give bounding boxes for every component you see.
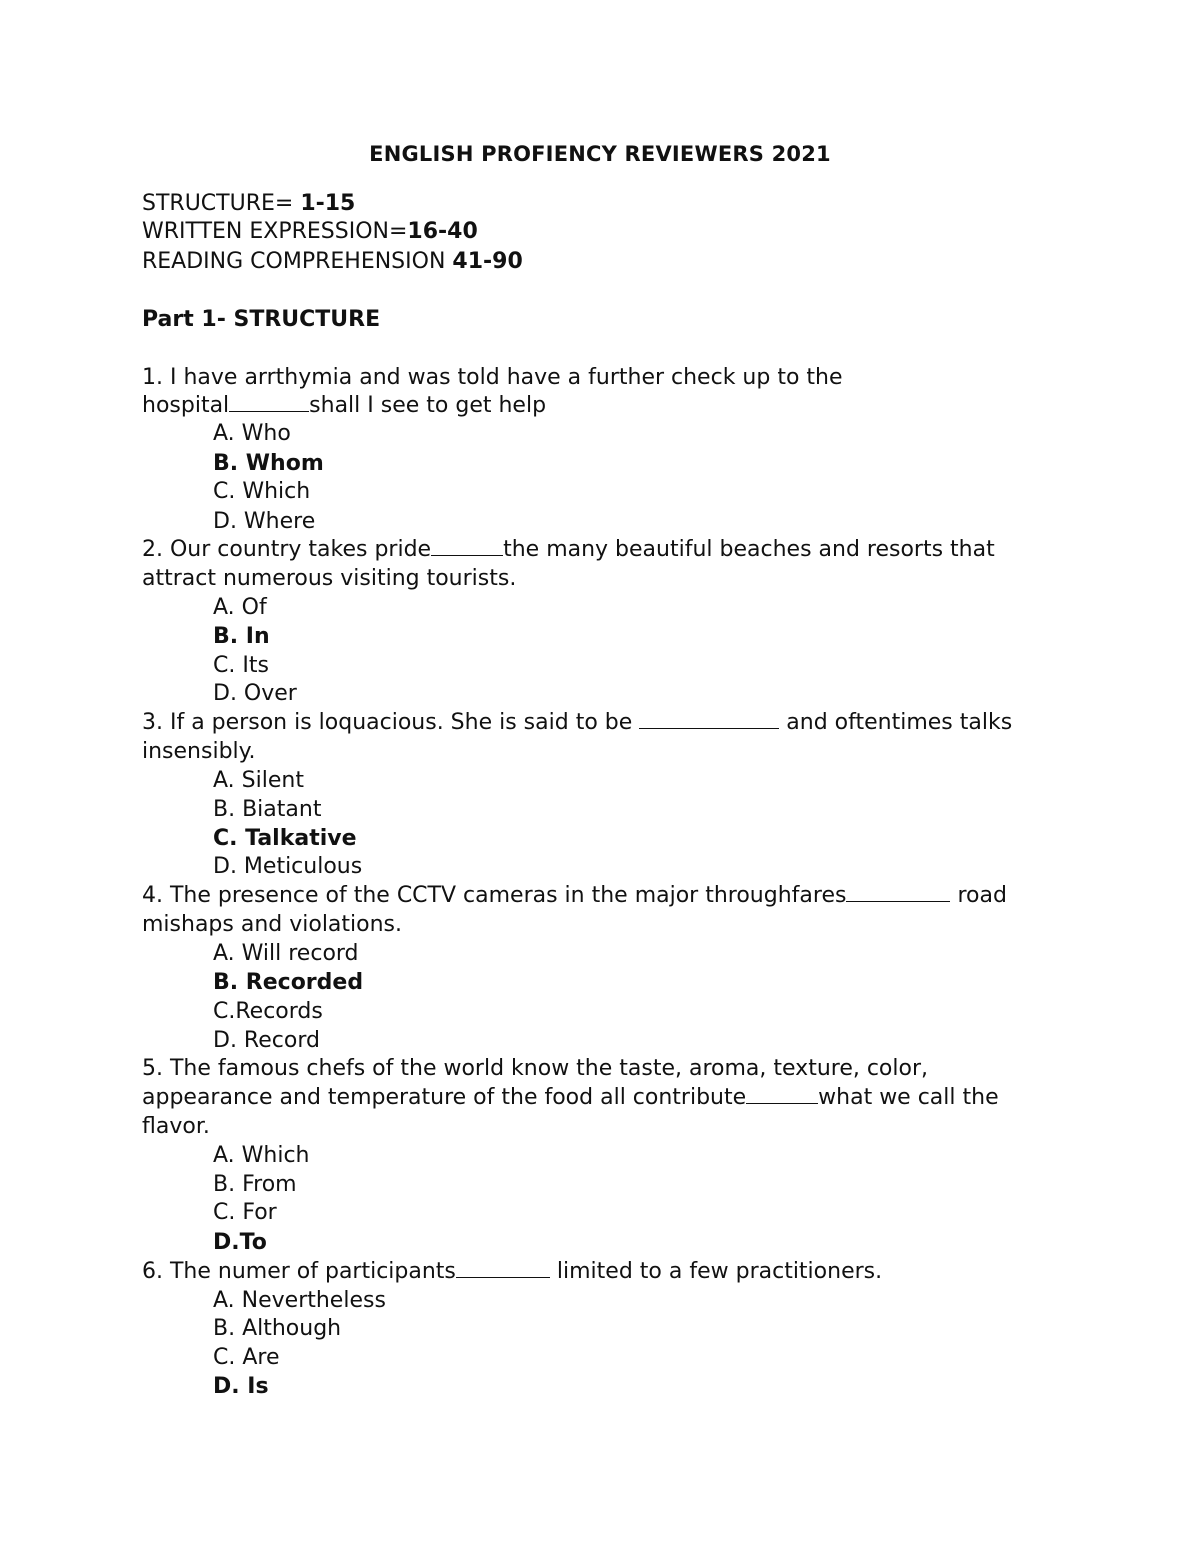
option-2d: D. Over — [213, 681, 297, 706]
option-6d: D. Is — [213, 1374, 269, 1399]
option-4b: B. Recorded — [213, 970, 364, 995]
option-2b: B. In — [213, 624, 270, 649]
part-heading: Part 1- STRUCTURE — [142, 307, 381, 332]
question-4-line-1: 4. The presence of the CCTV cameras in the major throughfares road — [142, 883, 1007, 908]
option-1b: B. Whom — [213, 451, 324, 476]
option-3d: D. Meticulous — [213, 854, 363, 879]
question-3-line-2: insensibly. — [142, 739, 256, 764]
option-2c: C. Its — [213, 653, 269, 678]
question-2-line-2: attract numerous visiting tourists. — [142, 566, 517, 591]
answer-blank — [846, 882, 950, 902]
document-title: ENGLISH PROFIENCY REVIEWERS 2021 — [369, 142, 831, 166]
option-3a: A. Silent — [213, 768, 304, 793]
answer-blank — [431, 536, 503, 556]
question-5-line-1: 5. The famous chefs of the world know the taste, aroma, texture, color, — [142, 1056, 929, 1081]
question-2-line-1: 2. Our country takes pride the many beautiful beaches and resorts that — [142, 537, 995, 562]
section-written-expression: WRITTEN EXPRESSION=16-40 — [142, 219, 478, 244]
option-1c: C. Which — [213, 479, 311, 504]
question-5-line-3: flavor. — [142, 1114, 210, 1139]
section-structure: STRUCTURE= 1-15 — [142, 191, 356, 216]
question-1-line-2: hospital shall I see to get help — [142, 393, 547, 418]
option-4a: A. Will record — [213, 941, 359, 966]
question-6-line-1: 6. The numer of participants limited to a few practitioners. — [142, 1259, 883, 1284]
option-6a: A. Nevertheless — [213, 1288, 386, 1313]
answer-blank — [456, 1258, 550, 1278]
option-6c: C. Are — [213, 1345, 280, 1370]
option-3c: C. Talkative — [213, 826, 357, 851]
option-1d: D. Where — [213, 509, 316, 534]
option-4d: D. Record — [213, 1028, 320, 1053]
option-5c: C. For — [213, 1200, 277, 1225]
question-1-line-1: 1. I have arrthymia and was told have a further check up to the — [142, 365, 843, 390]
question-3-line-1: 3. If a person is loquacious. She is said to be and oftentimes talks — [142, 710, 1013, 735]
section-reading-comprehension: READING COMPREHENSION 41-90 — [142, 249, 523, 274]
option-5a: A. Which — [213, 1143, 310, 1168]
option-5b: B. From — [213, 1172, 297, 1197]
option-3b: B. Biatant — [213, 797, 322, 822]
option-4c: C.Records — [213, 999, 323, 1024]
answer-blank — [639, 709, 779, 729]
answer-blank — [746, 1084, 818, 1104]
option-6b: B. Although — [213, 1316, 342, 1341]
option-5d: D.To — [213, 1230, 267, 1255]
answer-blank — [229, 392, 309, 412]
question-4-line-2: mishaps and violations. — [142, 912, 403, 937]
option-2a: A. Of — [213, 595, 267, 620]
option-1a: A. Who — [213, 421, 291, 446]
question-5-line-2: appearance and temperature of the food all contribute what we call the — [142, 1085, 999, 1110]
